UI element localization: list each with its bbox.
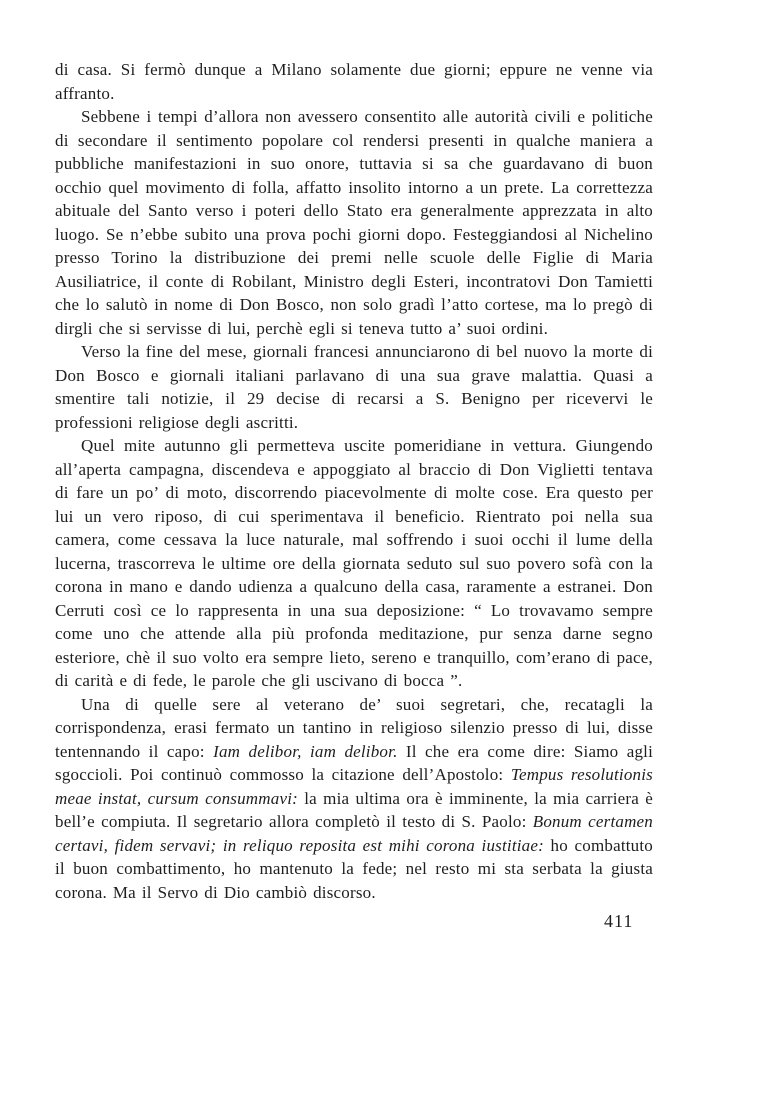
text-segment: Il che era come dire: Siamo agli sgoccioli. Poi continuò commosso la citazione dell’Apostolo: (55, 741, 654, 784)
paragraph (55, 340, 653, 434)
text-segment: Quel mite autunno gli permetteva uscite pomeridiane in vettura. Giungendo all’aperta campagna, discendeva e appoggiato al braccio di Don Viglietti tentava di fare un po’ di moto, discorrendo piacevolmente di molte cose. Era questo per lui un vero riposo, di cui sperimentava il beneficio. Rientrato poi nella sua camera, come cessava la luce naturale, mal soffrendo i suoi occhi il lume della lucerna, trascorreva le ultime ore della giornata seduto sul suo povero sofà con la corona in mano e dando udienza a qualcuno della casa, raramente a estranei. Don Cerruti così ce lo rappresenta in una sua deposizione: “ Lo trovavamo sempre come uno che attende alla più profonda meditazione, pur senza darne segno esteriore, chè il suo volto era sempre lieto, sereno e tranquillo, com’erano di pace, di carità e di fede, le parole che gli uscivano di bocca ”. (55, 436, 653, 690)
page-number: 411 (604, 911, 634, 931)
latin-phrase-italic: Bonum certamen certavi, fidem servavi; in reliquo reposita est mihi corona iustitiae: (55, 812, 653, 855)
text-segment: ho combattuto il buon combattimento, ho mantenuto la fede; nel resto mi sta serbata la giusta corona. Ma il Servo di Dio cambiò discorso. (55, 835, 653, 902)
paragraph (55, 693, 653, 905)
text-segment: Sebbene i tempi d’allora non avessero consentito alle autorità civili e politiche di secondare il sentimento popolare col rendersi presenti in qualche maniera a pubbliche manifestazioni in suo onore, tuttavia si sa che guardavano di buon occhio quel movimento di folla, affatto insolito intorno a un prete. La correttezza abituale del Santo verso i poteri dello Stato era generalmente apprezzata in alto luogo. Se n’ebbe subito una prova pochi giorni dopo. Festeggiandosi al Nichelino presso Torino la distribuzione dei premi nelle scuole delle Figlie di Maria Ausiliatrice, il conte di Robilant, Ministro degli Esteri, incontratovi Don Tamietti che lo salutò in nome di Don Bosco, non solo gradì l’atto cortese, ma lo pregò di dirgli che si servisse di lui, perchè egli si teneva tutto a’ suoi ordini. (55, 107, 653, 338)
latin-phrase-italic: Tempus resolutionis meae instat, cursum consummavi: (55, 765, 653, 808)
latin-phrase-italic: Iam delibor, iam delibor. (213, 741, 398, 761)
text-segment: Verso la fine del mese, giornali francesi annunciarono di bel nuovo la morte di Don Bosco e giornali italiani parlavano di una sua grave malattia. Quasi a smentire tali notizie, il 29 decise di recarsi a S. Benigno per ricevervi le professioni religiose degli ascritti. (55, 342, 653, 432)
text-segment: la mia ultima ora è imminente, la mia carriera è bell’e compiuta. Il segretario allora completò il testo di S. Paolo: (55, 788, 653, 831)
text-column (55, 58, 653, 904)
text-segment: di casa. Si fermò dunque a Milano solamente due giorni; eppure ne venne via affranto. (55, 60, 653, 103)
paragraph (55, 105, 653, 340)
paragraph (55, 58, 653, 105)
paragraph (55, 434, 653, 693)
text-segment: Una di quelle sere al veterano de’ suoi segretari, che, recatagli la corrispondenza, erasi fermato un tantino in religioso silenzio presso di lui, disse tentennando il capo: (55, 694, 653, 761)
